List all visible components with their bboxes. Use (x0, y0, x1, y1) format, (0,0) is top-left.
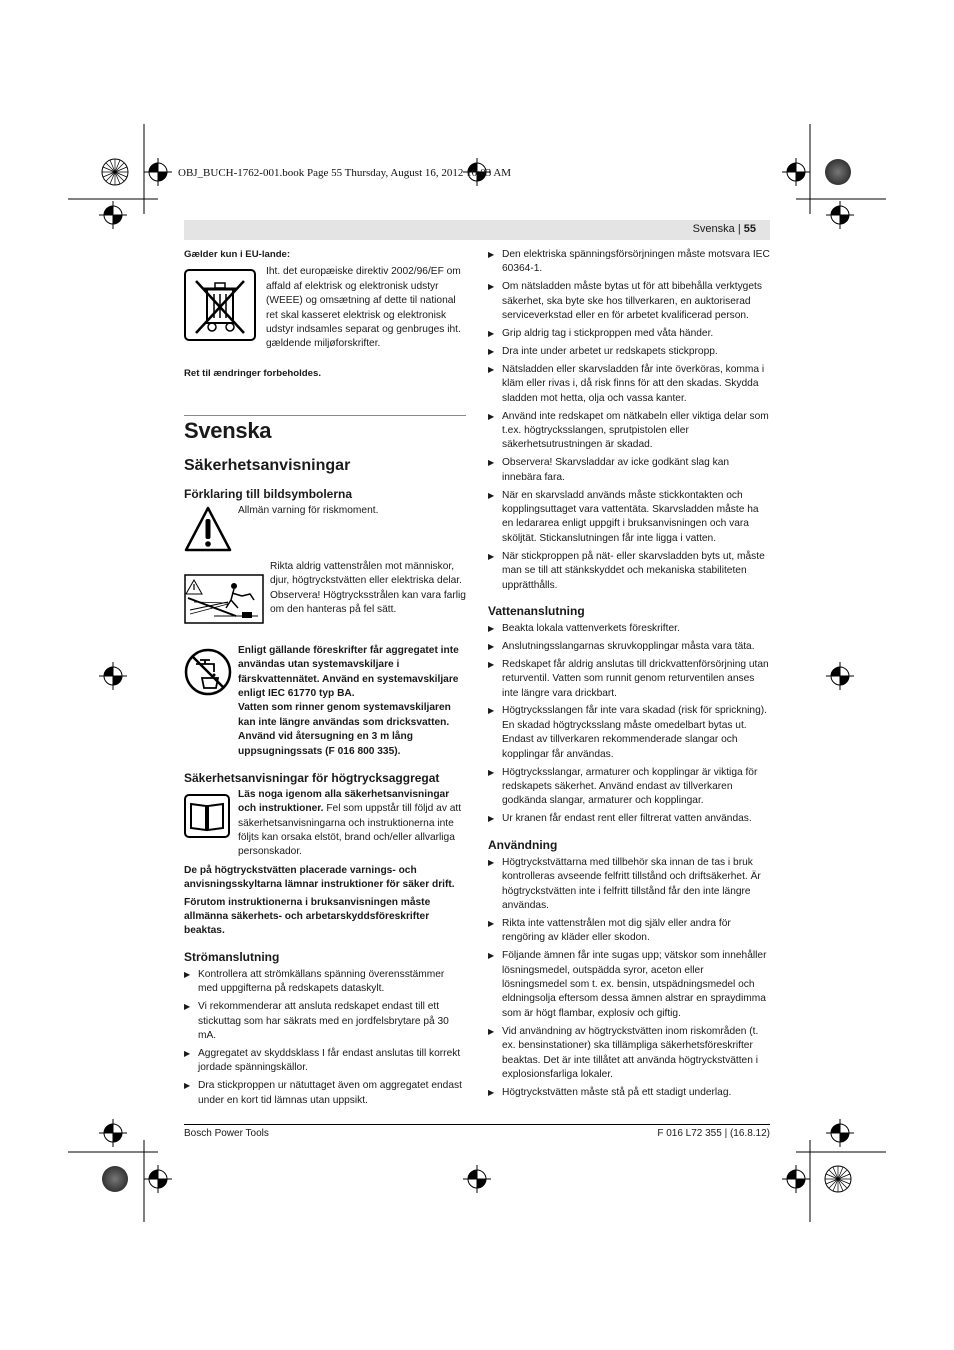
list-item: ▶ Ur kranen får endast rent eller filtrerat vatten användas. (488, 812, 770, 826)
list-item: ▶ Följande ämnen får inte sugas upp; vätskor som innehåller lösningsmedel, outspädda syror, aceton eller lösningsmedel som t. ex. bensin, utspädningsmedel och eldningsolja eftersom dessa ämnen alstrar en spraydimma som är högt flambar, explosiv och giftig. (488, 949, 770, 1021)
no-drinking-water-icon (184, 648, 232, 696)
spray-warning-icon (184, 574, 264, 624)
header-text (693, 223, 756, 235)
list-item: ▶ Använd inte redskapet om nätkabeln eller viktiga delar som t.ex. högtrycksslangen, sprutpistolen eller säkerhetsutrustningen är skadad. (488, 410, 770, 453)
weee-bin-icon (184, 269, 256, 341)
safety-heading: Säkerhetsanvisningar (184, 456, 351, 474)
list-item: ▶ Observera! Skarvsladdar av icke godkänt slag kan innebära fara. (488, 456, 770, 485)
list-item: ▶ Högtryckstvätten måste stå på ett stadigt underlag. (488, 1086, 770, 1100)
page-number: 55 (743, 223, 756, 235)
list-item: ▶ Nätsladden eller skarvsladden får inte överköras, komma i kläm eller rivas i, då risk finns för att den skadas. Skydda sladden mot hetta, olja och vassa kanter. (488, 363, 770, 406)
read-manual-rest: Fel som uppstår till följd av att säkerhetsanvisningarna och instruktionerna inte följts kan orsaka elstöt, brand och/eller allvarliga personskador. (238, 803, 462, 858)
list-item: ▶ Redskapet får aldrig anslutas till drickvattenförsörjning utan returventil. Vatten som runnit genom returventilen anses inte längre vara drickbart. (488, 658, 770, 701)
water-list (488, 622, 770, 827)
use-list (488, 856, 770, 1101)
power-list (184, 968, 466, 1108)
read-manual-row (184, 788, 466, 860)
list-item: ▶ Aggregatet av skyddsklass I får endast anslutas till korrekt jordade spänningskällor. (184, 1047, 466, 1076)
reservation-note: Ret til ændringer forbeholdes. (184, 368, 321, 380)
footer-docnumber: F 016 L72 355 | (16.8.12) (657, 1128, 770, 1139)
symbols-heading: Förklaring till bildsymbolerna (184, 486, 353, 501)
read-manual-text (238, 788, 466, 860)
read-manual-bold: Läs noga igenom alla säkerhetsanvisningar och instruktioner. (238, 788, 450, 815)
power-heading: Strömanslutning (184, 949, 280, 964)
list-item: ▶ Vi rekommenderar att ansluta redskapet endast till ett stickuttag som har säkrats med en jordfelsbrytare på 30 mA. (184, 1000, 466, 1043)
list-item: ▶ Högtrycksslangar, armaturer och kopplingar är viktiga för redskapets säkerhet. Använd endast av tillverkaren godkända slangar, armaturer och kopplingar. (488, 766, 770, 809)
water-heading: Vattenanslutning (488, 603, 585, 618)
page-footer (184, 1124, 770, 1139)
eu-text: Iht. det europæiske direktiv 2002/96/EF om affald af elektrisk og elektronisk udstyr (WEEE) og omsætning af dette til national ret skal kasseret elektrisk og elektronisk udstyr indsamles separat og genbruges iht. gældende miljøforskrifter. (266, 266, 461, 350)
list-item: ▶ Rikta inte vattenstrålen mot dig själv eller andra för rengöring av kläder eller skodon. (488, 917, 770, 946)
list-item: ▶ Dra stickproppen ur nätuttaget även om aggregatet endast under en kort tid lämnas utan uppsikt. (184, 1079, 466, 1108)
warning-triangle-icon (184, 506, 232, 552)
list-item: ▶ Grip aldrig tag i stickproppen med våta händer. (488, 327, 770, 341)
list-item: ▶ Högtryckstvättarna med tillbehör ska innan de tas i bruk kontrolleras avseende felfritt tillstånd och driftsäkerhet. Är högtryckstvätten inte i felfritt tillstånd får den inte längre användas. (488, 856, 770, 914)
symbol-spray-text-2: Observera! Högtrycksstrålen kan vara farlig om den hanteras på fel sätt. (270, 589, 466, 616)
read-manual-icon (184, 794, 230, 838)
use-heading: Användning (488, 837, 558, 852)
right-column (488, 248, 770, 1104)
power-list-continued (488, 248, 770, 593)
list-item: ▶ Anslutningsslangarnas skruvkopplingar måsta vara täta. (488, 640, 770, 654)
general-rules-text: Förutom instruktionerna i bruksanvisningen måste allmänna säkerhets- och arbetarskyddsföreskrifter beaktas. (184, 896, 431, 937)
eu-block (184, 265, 466, 357)
list-item: ▶ Vid användning av högtryckstvätten inom riskområden (t. ex. bensinstationer) ska tillämpliga säkerhetsföreskrifter beaktas. Det är inte tillåtet att använda högtryckstvätten i explosionsfarliga lokaler. (488, 1025, 770, 1083)
list-item: ▶ Högtrycksslangen får inte vara skadad (risk för sprickning). En skadad högtrycksslang måste omedelbart bytas ut. Endast av tillverkaren rekommenderade slangar och kopplingar får användas. (488, 704, 770, 762)
header-section: Svenska (692, 223, 735, 235)
list-item: ▶ Kontrollera att strömkällans spänning överensstämmer med uppgifterna på redskapets dataskylt. (184, 968, 466, 997)
warning-signs-text: De på högtryckstvätten placerade varnings- och anvisningsskyltarna lämnar instruktioner för säker drift. (184, 864, 455, 891)
symbol-spray-row (184, 560, 466, 640)
symbol-spray-text-1: Rikta aldrig vattenstrålen mot människor, djur, högtryckstvätten eller elektriska delar. (270, 560, 462, 587)
list-item: ▶ Beakta lokala vattenverkets föreskrifter. (488, 622, 770, 636)
symbol-general-row (184, 504, 466, 560)
symbol-water-text-1: Enligt gällande föreskrifter får aggregatet inte användas utan systemavskiljare i färskvattennätet. Använd en systemavskiljare enligt IEC 61770 typ BA. (238, 644, 459, 700)
list-item: ▶ Om nätsladden måste bytas ut för att bibehålla verktygets säkerhet, ska byte ske hos tillverkaren, en auktoriserad serviceverkstad eller en för arbetet kvalificerad person. (488, 280, 770, 323)
list-item: ▶ När stickproppen på nät- eller skarvsladden byts ut, måste man se till att stänkskyddet och mekaniska stabiliteten upprätthålls. (488, 550, 770, 593)
symbol-general-text: Allmän varning för riskmoment. (238, 504, 379, 516)
list-item: ▶ Den elektriska spänningsförsörjningen måste motsvara IEC 60364-1. (488, 248, 770, 277)
language-title: Svenska (184, 417, 272, 443)
section-divider (184, 415, 466, 416)
footer-brand: Bosch Power Tools (184, 1128, 269, 1139)
page-header (184, 220, 770, 240)
symbol-water-text-2: Vatten som rinner genom systemavskiljaren kan inte längre användas som dricksvatten. Använd vid återsugning en 3 m lång uppsugningssats (F 016 800 335). (238, 702, 451, 757)
list-item: ▶ Dra inte under arbetet ur redskapets stickpropp. (488, 345, 770, 359)
eu-label: Gælder kun i EU-lande: (184, 249, 291, 260)
left-column (184, 248, 466, 1112)
print-info-line: OBJ_BUCH-1762-001.book Page 55 Thursday, August 16, 2012 10:03 AM (178, 167, 512, 179)
hp-heading: Säkerhetsanvisningar för högtrycksaggregat (184, 770, 440, 785)
header-separator: | (737, 223, 741, 235)
symbol-water-row (184, 644, 466, 760)
list-item: ▶ När en skarvsladd används måste stickkontakten och kopplingsuttaget vara vattentäta. Skarvsladden måste ha en ledararea enligt uppgift i bruksanvisningen och vara skölјtät. Stickanslutningen får inte ligga i vatten. (488, 489, 770, 547)
